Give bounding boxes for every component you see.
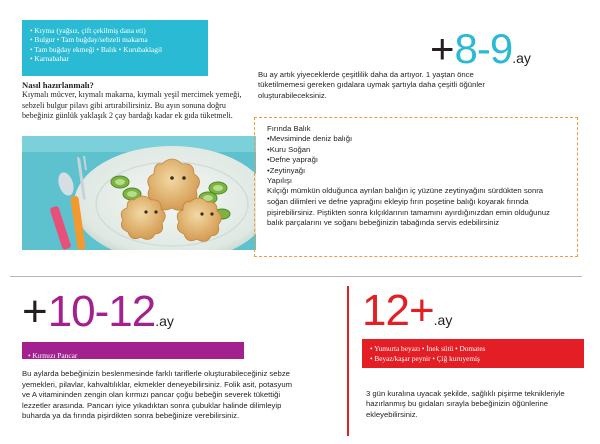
section-divider: [10, 276, 582, 277]
food-item: • Beyaz/kaşar peynir • Çiğ kuruyemiş: [370, 353, 480, 363]
plus-sign: +: [22, 287, 48, 336]
food-item: • Karnabahar: [30, 54, 69, 64]
method-text: Kılçığı mümkün olduğunca ayrılan balığın iç yüzüne zeytinyağını sürdükten sonra soğan dilimleri ve defne yaprağını ekleyip fırın poşetine balığı koyarak fırında pişirebilirsiniz. Piştikten sonra kılçıklarının tamamını ayırdığınızdan emin olduğunuz balık parçalarını ve soğanı bebeğinizin tabağında servis edebilirsiniz: [267, 186, 550, 228]
food-item: • Bulgur • Tam buğday/sebzeli makarna: [30, 35, 148, 45]
age-range: 8-9: [454, 25, 513, 72]
food-item: • Kıyma (yağsız, çift çekilmiş dana eti): [30, 26, 146, 35]
food-photo: [22, 136, 256, 250]
recipe-box: [254, 117, 578, 257]
age-unit: .ay: [433, 312, 453, 328]
foods-12-box: [362, 339, 584, 368]
column-divider: [347, 286, 349, 436]
age-heading-12-plus: [362, 286, 453, 335]
baby-plate-image: [22, 136, 256, 250]
food-item: • Yumurta beyazı • İnek sütü • Domates: [370, 344, 486, 353]
age-heading-8-9: [430, 25, 531, 72]
ingredient-item: •Kuru Soğan: [267, 144, 311, 154]
text-12-plus: 3 gün kuralına uyacak şekilde, sağlıklı pişirme teknikleriyle hazırlanmış bu gıdaları sırayla bebeğinizin öğünlerine ekleyebilirsiniz.: [366, 389, 565, 419]
foods-8-9-box: [22, 20, 208, 76]
age-unit: .ay: [512, 50, 531, 66]
age-heading-10-12: [22, 287, 174, 336]
intro-text-8-9: Bu ay artık yiyeceklerde çeşitlilik daha da artıyor. 1 yaştan önce tüketilmemesi gereken gıdalara uymak şartıyla daha çeşitli öğünler oluşturabileceksiniz.: [258, 70, 485, 100]
age-range: 12+: [362, 286, 434, 335]
ingredient-item: •Mevsiminde deniz balığı: [267, 134, 353, 144]
age-range: 10-12: [47, 287, 156, 336]
how-to-prepare-text: Kıymalı mücver, kıymalı makarna, kıymalı yeşil mercimek yemeği, sebzeli bulgur pilavı gibi artırabilirsiniz. Bu ayın sonuna doğru bebeğiniz günlük yaklaşık 2 çay bardağı kadar ek gıda tüketmeli.: [22, 90, 242, 121]
foods-10-12-box: [22, 342, 244, 359]
text-10-12: Bu aylarda bebeğinizin beslenmesinde farklı tariflerle oluşturabileceğiniz sebze yemekleri, pilavlar, kahvaltılıklar, ekmekler deneyebilirsiniz. Folik asit, potasyum ve A vitamininden zengin olan kırmızı pancar çoğu bebeğin severek tükettiği lezzetler arasında. Pancarı iyice yıkadıktan sonra çubuklar halinde dilimleyip buharda ya da fırında pişirdikten sonra bebeğinize verebilirsiniz.: [22, 369, 293, 421]
ingredient-item: •Defne yaprağı: [267, 155, 318, 165]
recipe-title: Fırında Balık: [267, 124, 311, 133]
food-item: • Tam buğday ekmeği • Balık • Kurubaklagil: [30, 44, 163, 54]
ingredient-item: •Zeytinyağı: [267, 165, 306, 175]
how-to-prepare-title: Nasıl hazırlanmalı?: [22, 80, 94, 90]
food-item: • Kırmızı Pancar: [28, 351, 78, 360]
plus-sign: +: [430, 25, 455, 72]
method-title: Yapılışı: [267, 176, 293, 186]
age-unit: .ay: [155, 313, 174, 329]
